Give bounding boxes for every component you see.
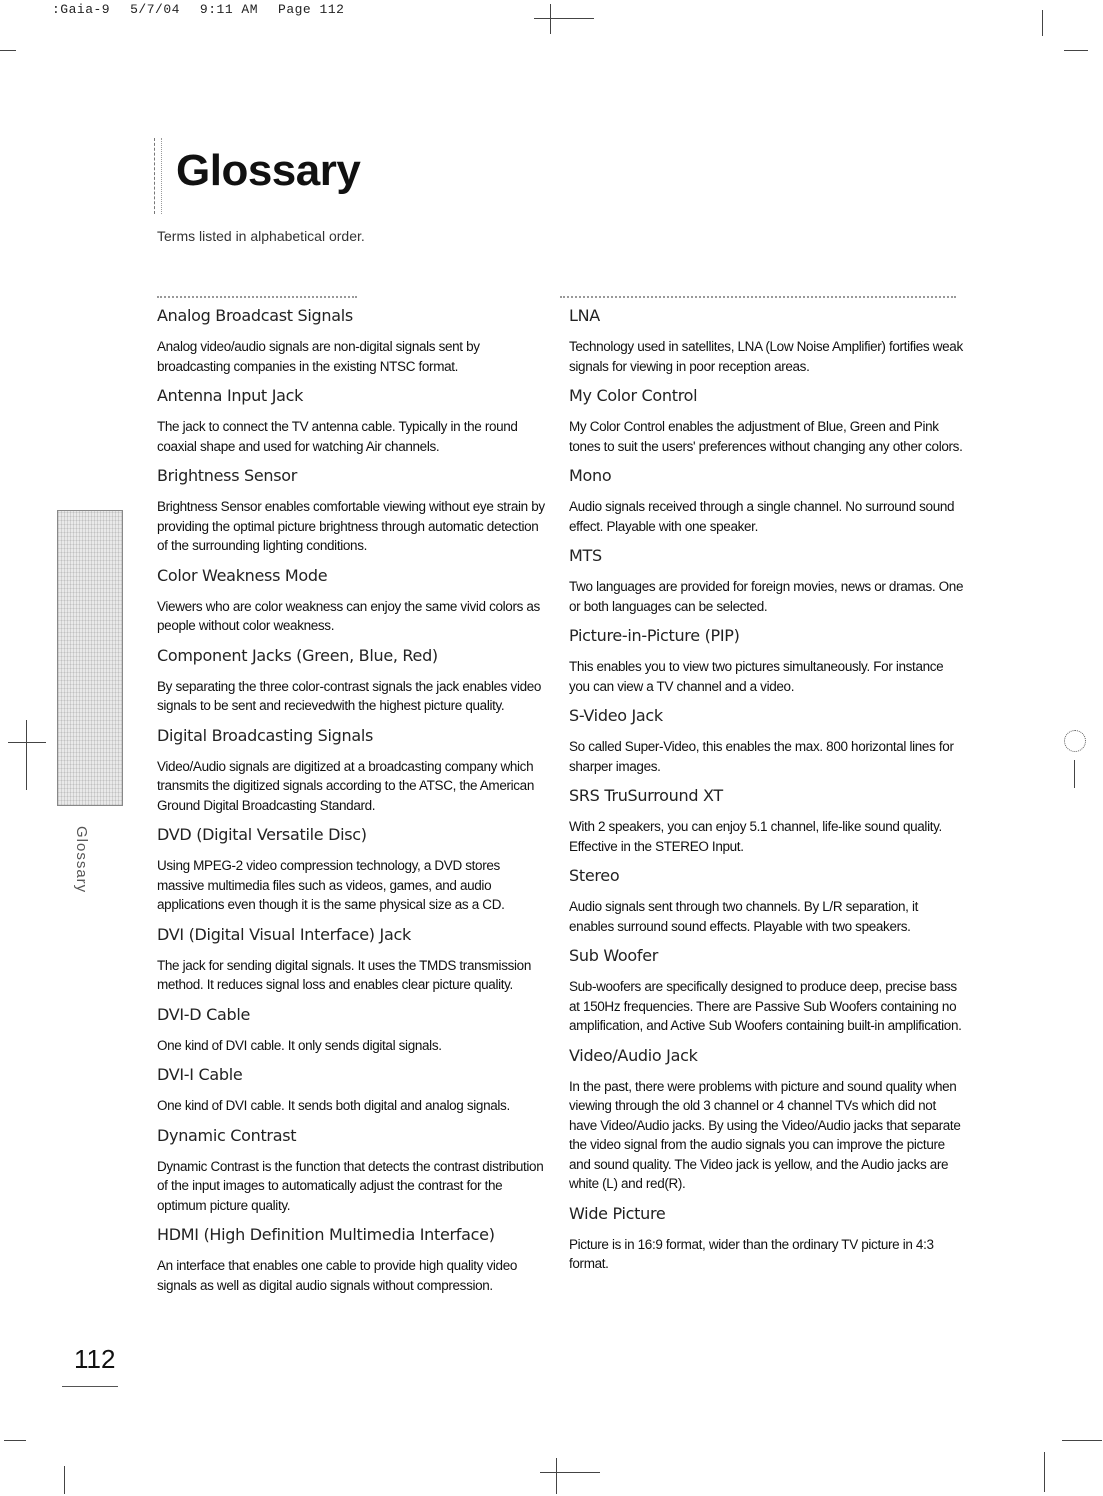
registration-mark-right	[1064, 730, 1086, 752]
crop-mark-bottom-left-v	[64, 1466, 65, 1494]
glossary-term: Stereo	[569, 866, 620, 885]
print-header	[52, 2, 364, 17]
glossary-entry	[157, 1005, 549, 1056]
glossary-entry	[569, 706, 964, 776]
glossary-definition: This enables you to view two pictures simultaneously. For instance you can view a TV channel and a video.	[569, 659, 944, 694]
glossary-term: Mono	[569, 466, 612, 485]
glossary-definition: Video/Audio signals are digitized at a broadcasting company which transmits the digitized signals according to the ATSC, the American Ground Digital Broadcasting Standard.	[157, 758, 534, 813]
glossary-definition: Brightness Sensor enables comfortable viewing without eye strain by providing the optimal picture brightness through automatic detection of the surrounding lighting conditions.	[157, 499, 545, 553]
glossary-definition: Analog video/audio signals are non-digital signals sent by broadcasting companies in the existing NTSC format.	[157, 339, 480, 374]
glossary-term: My Color Control	[569, 386, 698, 405]
glossary-term: Picture-in-Picture (PIP)	[569, 626, 740, 645]
glossary-term: Component Jacks (Green, Blue, Red)	[157, 645, 438, 665]
divider-left	[157, 296, 357, 298]
glossary-term: DVI-D Cable	[157, 1004, 251, 1024]
crop-mark-top-left	[0, 50, 16, 51]
glossary-term: Antenna Input Jack	[157, 386, 304, 405]
glossary-entry	[569, 626, 964, 696]
glossary-term: Analog Broadcast Signals	[157, 306, 353, 325]
crop-mark-bottom-left	[4, 1440, 26, 1441]
crop-mark-left-middle-h	[8, 742, 46, 743]
crop-mark-top-right	[1064, 50, 1088, 51]
glossary-term: Video/Audio Jack	[569, 1045, 698, 1065]
glossary-definition: Picture is in 16:9 format, wider than the ordinary TV picture in 4:3 format.	[569, 1236, 934, 1271]
glossary-definition: By separating the three color-contrast signals the jack enables video signals to be sent and recievedwith the highest picture quality.	[157, 678, 542, 713]
glossary-entry	[157, 646, 549, 716]
glossary-definition: One kind of DVI cable. It only sends digital signals.	[157, 1037, 442, 1053]
glossary-entry	[569, 786, 964, 856]
page-subtitle: Terms listed in alphabetical order.	[157, 228, 365, 244]
page-number-rule	[62, 1386, 118, 1387]
glossary-definition: Sub-woofers are specifically designed to produce deep, precise bass at 150Hz frequencies. There are Passive Sub Woofers containing no amplification, and Active Sub Woofers containing built-in amplification.	[569, 979, 962, 1033]
crop-mark-bottom-right	[1062, 1440, 1102, 1441]
glossary-definition: So called Super-Video, this enables the max. 800 horizontal lines for sharper images.	[569, 739, 954, 774]
glossary-entry	[569, 1046, 964, 1194]
glossary-term: MTS	[569, 546, 602, 565]
glossary-term: DVD (Digital Versatile Disc)	[157, 825, 367, 844]
glossary-entry	[569, 466, 964, 536]
glossary-definition: An interface that enables one cable to provide high quality video signals as well as digital audio signals without compression.	[157, 1258, 518, 1293]
glossary-definition: Audio signals received through a single channel. No surround sound effect. Playable with one speaker.	[569, 499, 955, 534]
glossary-entry	[157, 306, 549, 376]
glossary-definition: Viewers who are color weakness can enjoy the same vivid colors as people without color weakness.	[157, 598, 540, 633]
crop-mark-bottom-right-v	[1044, 1452, 1045, 1492]
page-number: 112	[74, 1344, 116, 1374]
crop-mark-top-center	[550, 4, 551, 34]
crop-mark-top-right-v	[1042, 10, 1043, 36]
glossary-column-right	[569, 306, 964, 1284]
section-side-tab	[57, 510, 123, 806]
page-title: Glossary	[176, 146, 361, 195]
print-time: 9:11 AM	[199, 2, 259, 17]
glossary-definition: One kind of DVI cable. It sends both digital and analog signals.	[157, 1098, 510, 1113]
glossary-definition: Two languages are provided for foreign movies, news or dramas. One or both languages can be selected.	[569, 579, 964, 614]
print-page-label: Page 112	[278, 2, 345, 17]
crop-mark-left-middle	[26, 720, 27, 790]
print-file: :Gaia-9	[52, 2, 111, 17]
glossary-term: S-Video Jack	[569, 706, 663, 725]
crop-mark-top-center-h	[534, 18, 594, 19]
glossary-entry	[569, 386, 964, 456]
glossary-entry	[157, 1225, 549, 1295]
glossary-term: HDMI (High Definition Multimedia Interface)	[157, 1225, 495, 1244]
glossary-term: Digital Broadcasting Signals	[157, 725, 374, 745]
glossary-entry	[569, 946, 964, 1036]
glossary-column-left	[157, 306, 549, 1305]
glossary-entry	[157, 566, 549, 636]
glossary-definition: My Color Control enables the adjustment of Blue, Green and Pink tones to suit the users' preferences without changing any other colors.	[569, 419, 963, 454]
glossary-entry	[157, 1065, 549, 1116]
glossary-term: DVI (Digital Visual Interface) Jack	[157, 924, 411, 944]
glossary-entry	[157, 1126, 549, 1216]
crop-mark-right-middle	[1074, 760, 1075, 788]
glossary-definition: Audio signals sent through two channels. By L/R separation, it enables surround sound effects. Playable with two speakers.	[569, 899, 919, 934]
print-date: 5/7/04	[130, 2, 180, 17]
crop-mark-bottom-center	[556, 1458, 557, 1494]
glossary-term: Dynamic Contrast	[157, 1125, 297, 1145]
crop-mark-bottom-center-h	[540, 1472, 600, 1473]
glossary-entry	[569, 1204, 964, 1274]
glossary-term: Sub Woofer	[569, 946, 659, 965]
glossary-entry	[569, 546, 964, 616]
glossary-entry	[157, 726, 549, 816]
glossary-entry	[157, 825, 549, 915]
glossary-entry	[569, 306, 964, 376]
glossary-definition: Technology used in satellites, LNA (Low Noise Amplifier) fortifies weak signals for viewing in poor reception areas.	[569, 339, 963, 374]
glossary-term: DVI-I Cable	[157, 1065, 243, 1084]
glossary-term: LNA	[569, 306, 600, 325]
glossary-entry	[157, 386, 549, 456]
title-accent-bar	[154, 138, 162, 214]
divider-right	[560, 296, 956, 298]
glossary-definition: With 2 speakers, you can enjoy 5.1 channel, life-like sound quality. Effective in the STEREO Input.	[569, 819, 942, 854]
glossary-entry	[569, 866, 964, 936]
side-tab-label: Glossary	[73, 826, 90, 894]
glossary-definition: In the past, there were problems with picture and sound quality when viewing through the old 3 channel or 4 channel TVs which did not have Video/Audio jacks. By using the Video/Audio jacks that separate the video signal from the audio signals you can improve the picture and sound quality. The Video jack is yellow, and the Audio jacks are white (L) and red(R).	[569, 1078, 961, 1191]
glossary-definition: Using MPEG-2 video compression technology, a DVD stores massive multimedia files such as videos, games, and audio applications even though it is the same physical size as a CD.	[157, 858, 505, 912]
glossary-definition: Dynamic Contrast is the function that detects the contrast distribution of the input images to automatically adjust the contrast for the optimum picture quality.	[157, 1158, 544, 1213]
glossary-term: Color Weakness Mode	[157, 565, 328, 585]
glossary-entry	[157, 925, 549, 995]
glossary-term: Wide Picture	[569, 1203, 666, 1223]
glossary-term: SRS TruSurround XT	[569, 786, 723, 805]
glossary-entry	[157, 466, 549, 556]
glossary-definition: The jack for sending digital signals. It uses the TMDS transmission method. It reduces signal loss and enables clear picture quality.	[157, 957, 531, 992]
glossary-term: Brightness Sensor	[157, 466, 298, 485]
glossary-definition: The jack to connect the TV antenna cable. Typically in the round coaxial shape and used for watching Air channels.	[157, 419, 518, 454]
